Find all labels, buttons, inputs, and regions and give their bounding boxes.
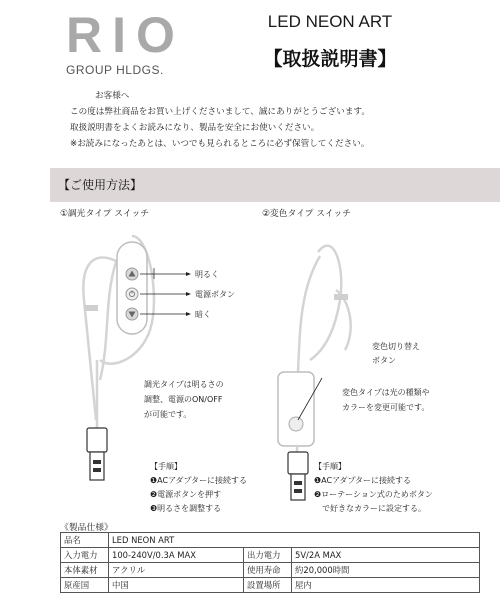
color-step-2-cont: で好きなカラーに設定する。 <box>322 504 426 513</box>
table-row <box>61 578 480 593</box>
label-dark: 暗く <box>195 310 211 319</box>
greeting-salutation: お客様へ <box>95 91 130 101</box>
spec-caption: 《製品仕様》 <box>60 523 113 533</box>
greeting-line-1: この度は弊社商品をお買い上げくださいまして、誠にありがとうございます。 <box>70 107 370 117</box>
spec-table <box>60 532 480 593</box>
color-cable <box>298 246 351 372</box>
section-title: 【ご使用方法】 <box>58 178 143 192</box>
power-button <box>126 288 138 300</box>
spec-value-name: LED NEON ART <box>109 533 480 548</box>
manual-title: 【取扱説明書】 <box>263 48 397 70</box>
greeting-line-3: ※お読みになったあとは、いつでも見られるところに必ず保管してください。 <box>70 139 370 149</box>
color-controller-body <box>278 372 314 446</box>
label-bright: 明るく <box>195 270 219 279</box>
dimmer-desc-line-3: が可能です。 <box>144 410 192 419</box>
spec-key-origin: 原産国 <box>61 578 109 593</box>
spec-value-output: 5V/2A MAX <box>292 548 480 563</box>
dimmer-heading: ①調光タイプ スイッチ <box>60 209 150 219</box>
label-power-button: 電源ボタン <box>195 290 235 299</box>
spec-key-material: 本体素材 <box>61 563 109 578</box>
dimmer-cable-tie <box>84 305 98 311</box>
greeting-line-2: 取扱説明書をよくお読みになり、製品を安全にお使いください。 <box>70 123 320 133</box>
color-cable-tie <box>334 294 348 300</box>
spec-key-location: 設置場所 <box>244 578 292 593</box>
dimmer-steps-title: 【手順】 <box>150 462 182 471</box>
spec-value-lifespan: 約20,000時間 <box>292 563 480 578</box>
dimmer-usb-connector <box>87 428 107 452</box>
product-title: LED NEON ART <box>267 12 393 31</box>
color-desc-line-2: カラーを変更可能です。 <box>342 403 430 412</box>
label-color-switch-2: ボタン <box>372 356 396 365</box>
spec-key-lifespan: 使用寿命 <box>244 563 292 578</box>
brand-logo: RIO <box>66 7 185 63</box>
brand-logo-subtitle: GROUP HLDGS. <box>66 63 164 77</box>
dimmer-desc-line-2: 調整、電源のON/OFF <box>144 395 223 404</box>
spec-value-location: 屋内 <box>292 578 480 593</box>
table-row <box>61 548 480 563</box>
label-color-switch-1: 変色切り替え <box>372 342 420 351</box>
dimmer-step-1: ❶ACアダプターに接続する <box>150 476 247 485</box>
table-row <box>61 533 480 548</box>
color-step-2: ❷ローテーション式のためボタン <box>314 490 433 499</box>
color-step-1: ❶ACアダプターに接続する <box>314 476 411 485</box>
spec-key-input: 入力電力 <box>61 548 109 563</box>
spec-key-output: 出力電力 <box>244 548 292 563</box>
spec-value-material: アクリル <box>109 563 244 578</box>
spec-value-origin: 中国 <box>109 578 244 593</box>
dimmer-desc-line-1: 調光タイプは明るさの <box>144 380 224 389</box>
dimmer-step-3: ❸明るさを調整する <box>150 504 222 513</box>
dimmer-step-2: ❷電源ボタンを押す <box>150 490 222 499</box>
color-switch-button <box>289 417 303 431</box>
color-heading: ②変色タイプ スイッチ <box>262 209 352 219</box>
color-desc-line-1: 変色タイプは光の種類や <box>342 388 430 397</box>
spec-value-input: 100-240V/0.3A MAX <box>109 548 244 563</box>
color-usb-connector <box>288 452 308 474</box>
color-steps-title: 【手順】 <box>314 462 346 471</box>
spec-key-name: 品名 <box>61 533 109 548</box>
table-row <box>61 563 480 578</box>
